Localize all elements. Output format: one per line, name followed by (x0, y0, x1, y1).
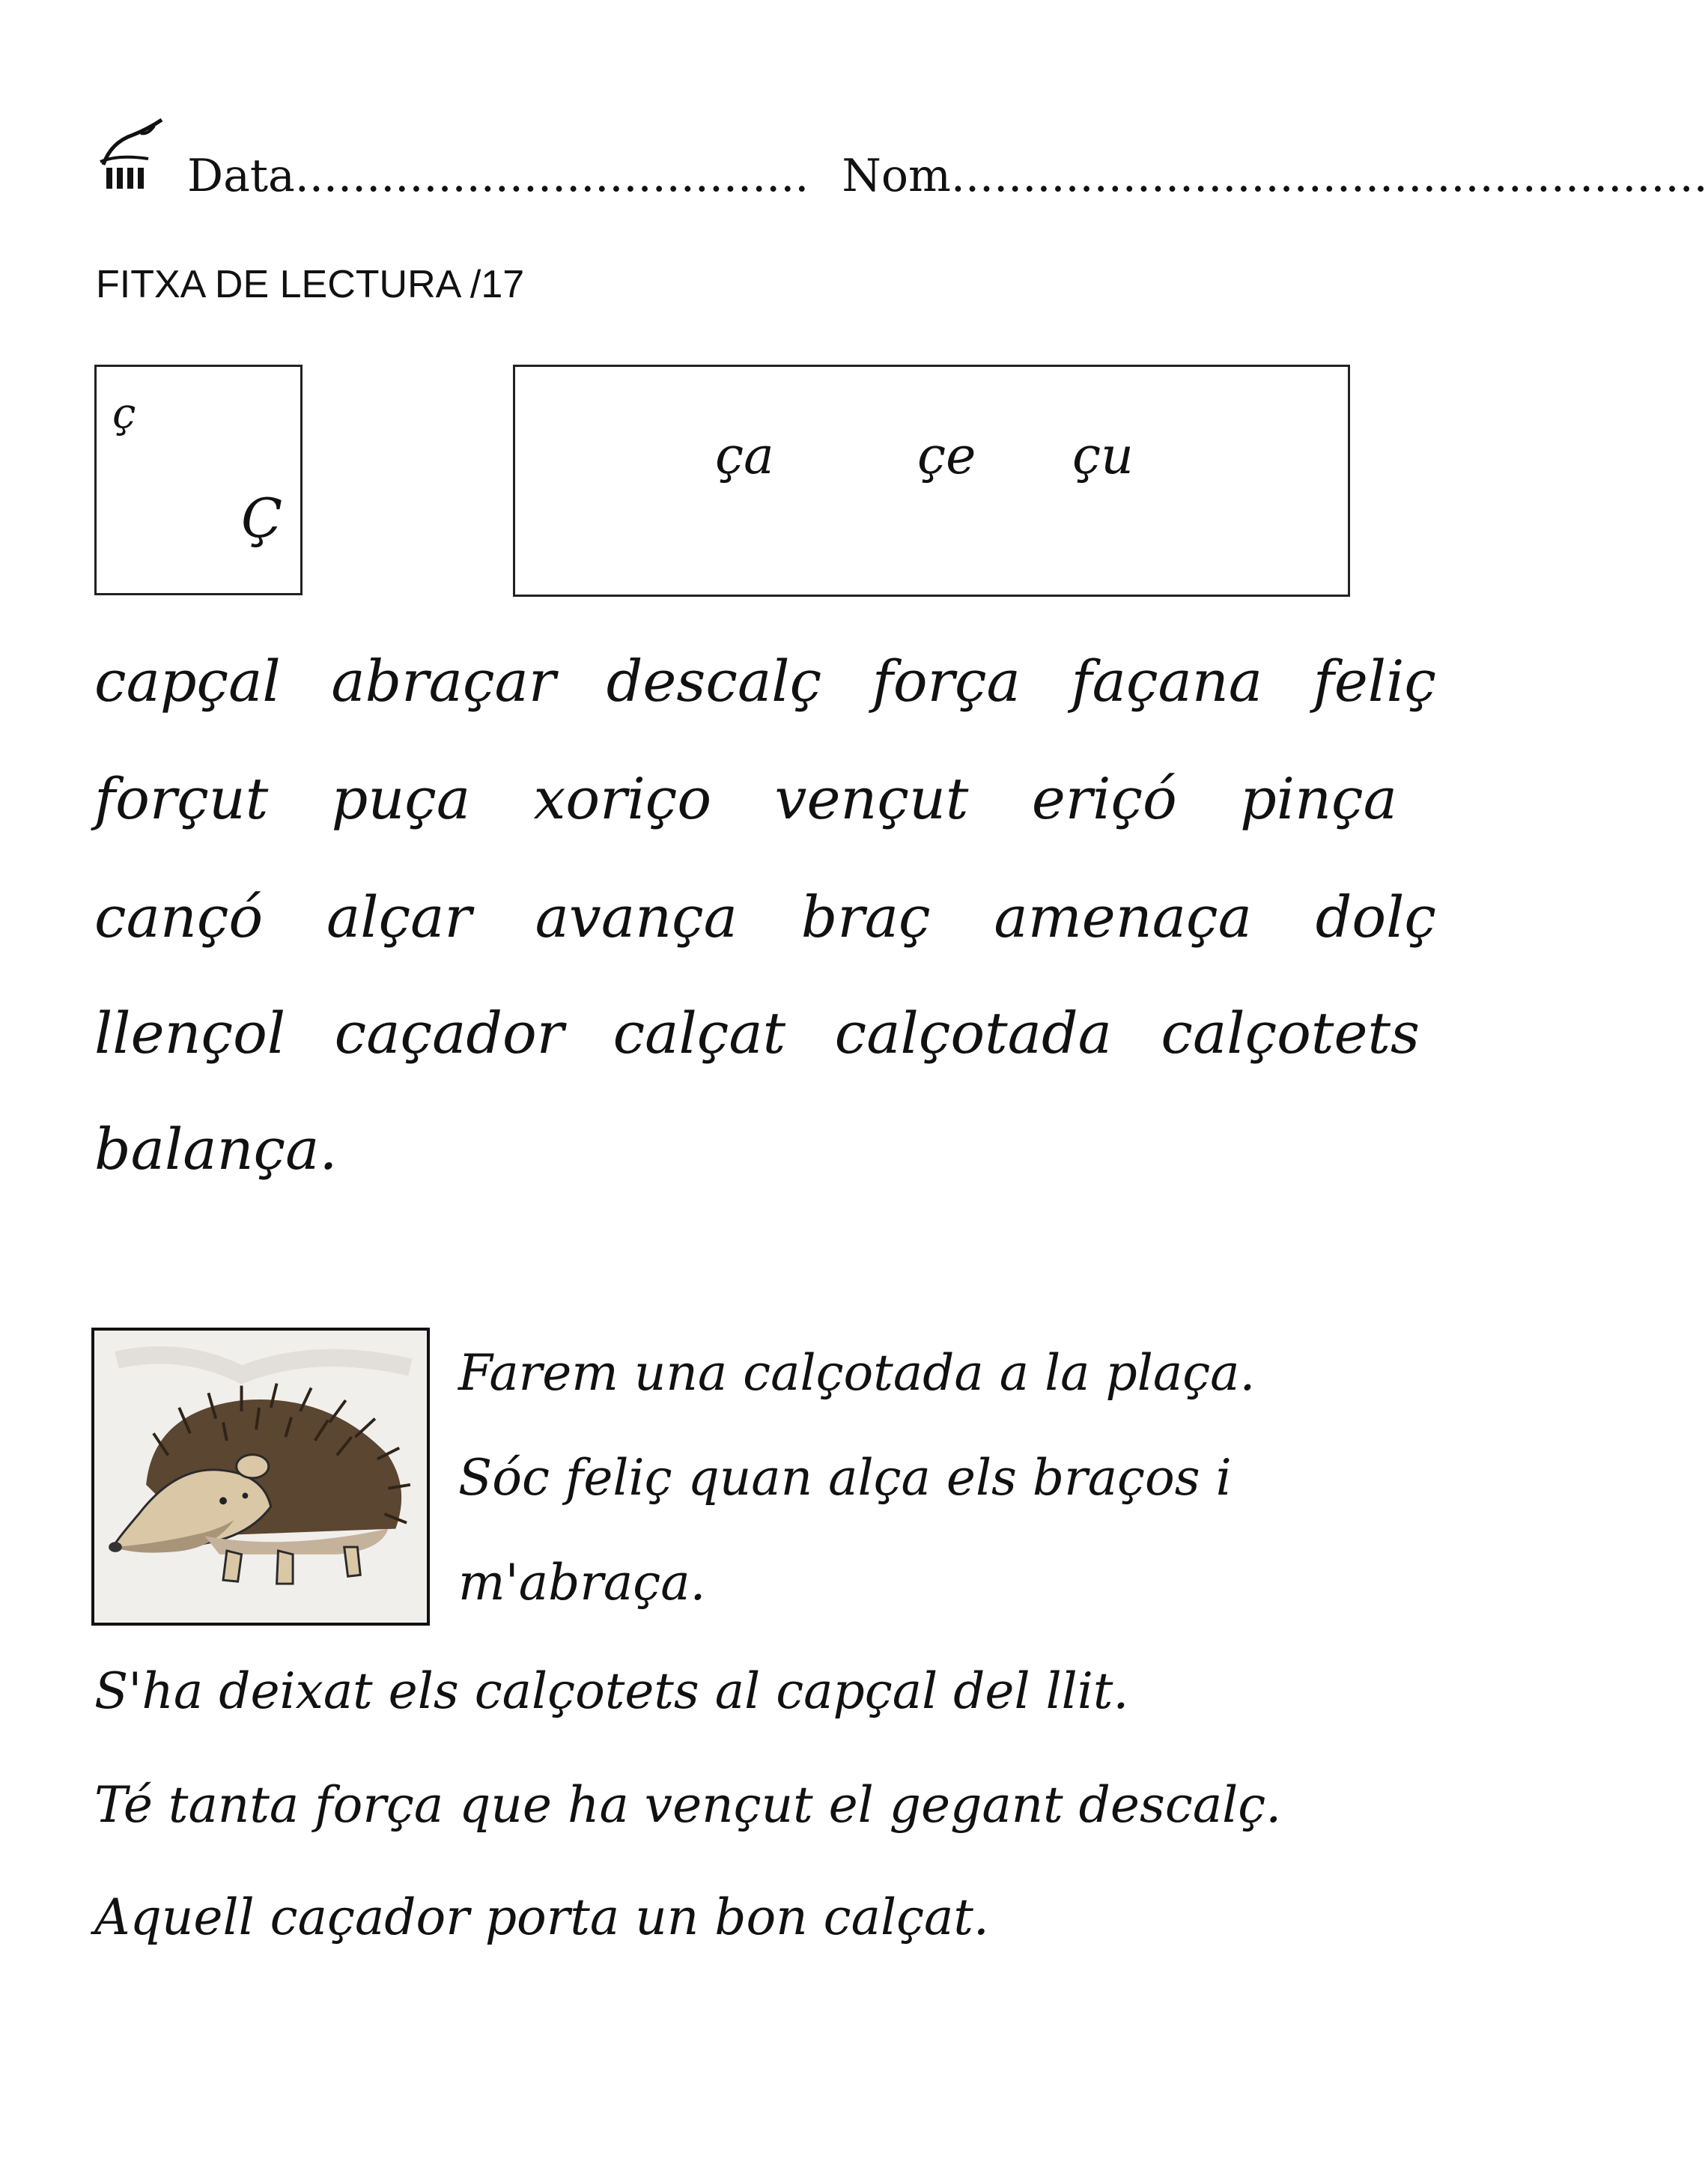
reading-sentence: Té tanta força que ha vençut el gegant descalç. (94, 1776, 1282, 1834)
reading-word: cançó (94, 884, 264, 950)
reading-sentence: m'abraça. (458, 1554, 706, 1611)
word-row (94, 765, 1397, 832)
reading-word: balança. (94, 1116, 338, 1182)
word-row (94, 1116, 338, 1182)
hedgehog-illustration (91, 1328, 430, 1626)
reading-word: forçut (94, 765, 269, 832)
letter-lowercase: ç (112, 389, 136, 438)
reading-word: capçal (94, 648, 281, 714)
reading-word: calçotets (1161, 1000, 1420, 1066)
syllable: çu (1072, 427, 1134, 486)
reading-word: amenaça (994, 884, 1252, 950)
word-row (94, 1000, 1420, 1066)
hedgehog-icon (94, 1331, 427, 1623)
reading-word: calçotada (834, 1000, 1112, 1066)
reading-word: abraçar (331, 648, 556, 714)
reading-word: eriçó (1031, 765, 1177, 832)
reading-word: alçar (326, 884, 472, 950)
syllable: ça (715, 427, 774, 486)
reading-word: puça (331, 765, 471, 832)
word-row (94, 648, 1436, 714)
reading-word: força (872, 648, 1021, 714)
name-field-label: Nom..................................................... (842, 150, 1708, 202)
date-field-label: Data.................................... (187, 150, 809, 202)
reading-word: xoriço (533, 765, 712, 832)
reading-word: vençut (774, 765, 969, 832)
worksheet-title: FITXA DE LECTURA /17 (96, 263, 525, 306)
reading-word: feliç (1313, 648, 1436, 714)
word-row (94, 884, 1436, 950)
reading-word: braç (800, 884, 931, 950)
reading-word: llençol (94, 1000, 286, 1066)
reading-sentence: Farem una calçotada a la plaça. (458, 1344, 1256, 1402)
letter-uppercase: Ç (241, 487, 283, 550)
reading-word: façana (1071, 648, 1263, 714)
reading-word: descalç (606, 648, 822, 714)
school-logo-icon (96, 112, 168, 195)
reading-word: dolç (1315, 884, 1436, 950)
header-fields (187, 150, 1708, 202)
syllable: çe (917, 427, 976, 486)
reading-word: caçador (334, 1000, 565, 1066)
reading-sentence: S'ha deixat els calçotets al capçal del llit. (94, 1662, 1129, 1720)
reading-word: calçat (613, 1000, 786, 1066)
reading-word: pinça (1240, 765, 1397, 832)
reading-sentence: Aquell caçador porta un bon calçat. (94, 1888, 989, 1946)
reading-sentence: Sóc feliç quan alça els braços i (458, 1449, 1232, 1507)
reading-word: avança (535, 884, 738, 950)
